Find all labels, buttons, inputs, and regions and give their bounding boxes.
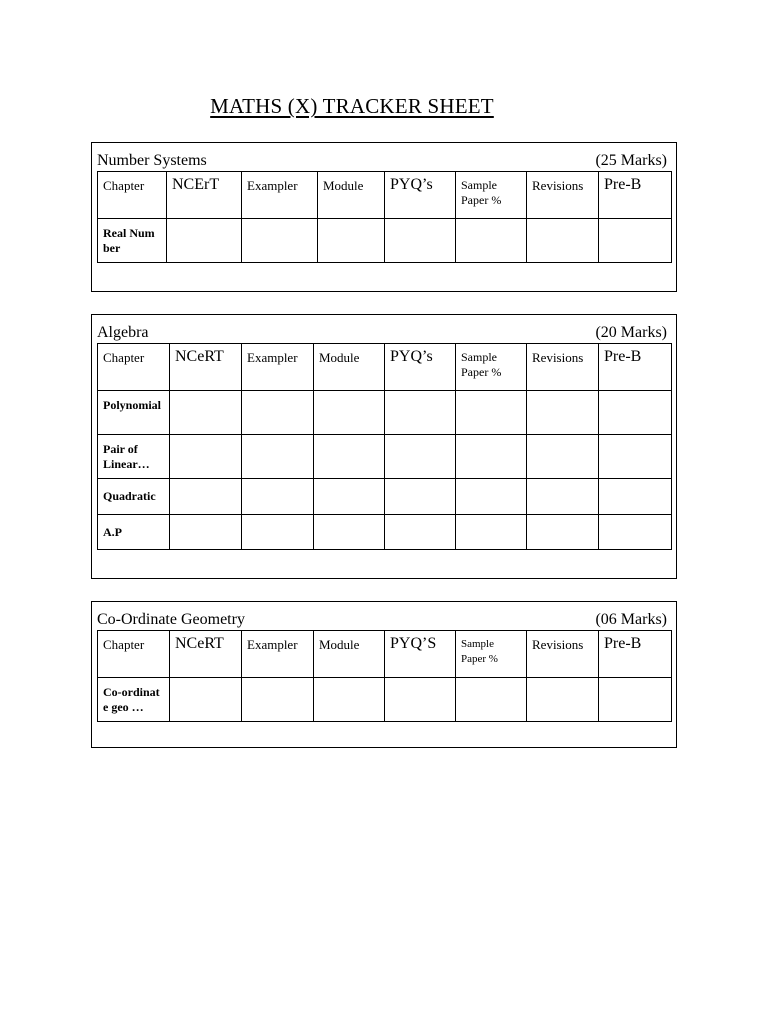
page-title	[0, 94, 768, 119]
cell-exampler[interactable]	[242, 391, 314, 435]
cell-sample-paper[interactable]	[456, 479, 527, 515]
cell-sample-paper[interactable]	[456, 219, 527, 263]
row-label-ap: A.P	[98, 515, 170, 550]
row-label-real-number: Real Number	[98, 219, 167, 263]
col-pre-b: Pre-B	[599, 631, 672, 678]
cell-module[interactable]	[314, 391, 385, 435]
col-ncert: NCErT	[167, 172, 242, 219]
section-name: Co-Ordinate Geometry	[97, 611, 245, 628]
page-title-text: MATHS (X) TRACKER SHEET	[210, 94, 494, 118]
cell-sample-paper[interactable]	[456, 678, 527, 722]
cell-pre-b[interactable]	[599, 678, 672, 722]
section-marks: (25 Marks)	[595, 152, 667, 169]
table-row	[98, 435, 672, 479]
cell-pyqs[interactable]	[385, 391, 456, 435]
cell-pre-b[interactable]	[599, 435, 672, 479]
col-module: Module	[314, 631, 385, 678]
section-algebra	[91, 314, 677, 579]
cell-pyqs[interactable]	[385, 479, 456, 515]
cell-revisions[interactable]	[527, 479, 599, 515]
section-marks: (06 Marks)	[595, 611, 667, 628]
col-pyqs: PYQ’s	[385, 344, 456, 391]
cell-sample-paper[interactable]	[456, 515, 527, 550]
cell-exampler[interactable]	[242, 479, 314, 515]
cell-pre-b[interactable]	[599, 391, 672, 435]
cell-pyqs[interactable]	[385, 678, 456, 722]
table-row	[98, 391, 672, 435]
table-row	[98, 678, 672, 722]
cell-module[interactable]	[314, 515, 385, 550]
cell-exampler[interactable]	[242, 678, 314, 722]
header-row	[98, 344, 672, 391]
cell-ncert[interactable]	[167, 219, 242, 263]
table-row	[98, 219, 672, 263]
section-number-systems	[91, 142, 677, 292]
cell-ncert[interactable]	[170, 515, 242, 550]
col-chapter: Chapter	[98, 344, 170, 391]
col-module: Module	[318, 172, 385, 219]
col-revisions: Revisions	[527, 172, 599, 219]
cell-ncert[interactable]	[170, 435, 242, 479]
table-row	[98, 479, 672, 515]
col-ncert: NCeRT	[170, 344, 242, 391]
cell-pre-b[interactable]	[599, 479, 672, 515]
col-exampler: Exampler	[242, 172, 318, 219]
cell-module[interactable]	[318, 219, 385, 263]
cell-exampler[interactable]	[242, 219, 318, 263]
row-label-quadratic: Quadratic	[98, 479, 170, 515]
cell-revisions[interactable]	[527, 678, 599, 722]
cell-exampler[interactable]	[242, 515, 314, 550]
col-chapter: Chapter	[98, 172, 167, 219]
section-coordinate-geometry	[91, 601, 677, 748]
col-exampler: Exampler	[242, 344, 314, 391]
col-pre-b: Pre-B	[599, 172, 672, 219]
section-name: Algebra	[97, 324, 149, 341]
section-marks: (20 Marks)	[595, 324, 667, 341]
col-pyqs: PYQ’S	[385, 631, 456, 678]
col-revisions: Revisions	[527, 344, 599, 391]
col-module: Module	[314, 344, 385, 391]
section-header	[97, 323, 667, 343]
tracker-table	[97, 630, 672, 722]
cell-pyqs[interactable]	[385, 515, 456, 550]
cell-pyqs[interactable]	[385, 219, 456, 263]
cell-pyqs[interactable]	[385, 435, 456, 479]
row-label-polynomial: Polynomial	[98, 391, 170, 435]
tracker-table	[97, 171, 672, 263]
col-chapter: Chapter	[98, 631, 170, 678]
cell-ncert[interactable]	[170, 391, 242, 435]
cell-ncert[interactable]	[170, 479, 242, 515]
header-row	[98, 631, 672, 678]
cell-ncert[interactable]	[170, 678, 242, 722]
col-sample-paper: Sample Paper %	[456, 172, 527, 219]
row-label-pair-of-linear: Pair of Linear…	[98, 435, 170, 479]
cell-pre-b[interactable]	[599, 219, 672, 263]
cell-sample-paper[interactable]	[456, 391, 527, 435]
cell-revisions[interactable]	[527, 515, 599, 550]
cell-revisions[interactable]	[527, 219, 599, 263]
col-sample-paper: Sample Paper %	[456, 631, 527, 678]
col-sample-paper: Sample Paper %	[456, 344, 527, 391]
col-revisions: Revisions	[527, 631, 599, 678]
cell-module[interactable]	[314, 479, 385, 515]
cell-module[interactable]	[314, 678, 385, 722]
cell-pre-b[interactable]	[599, 515, 672, 550]
col-exampler: Exampler	[242, 631, 314, 678]
cell-revisions[interactable]	[527, 435, 599, 479]
table-row	[98, 515, 672, 550]
header-row	[98, 172, 672, 219]
cell-sample-paper[interactable]	[456, 435, 527, 479]
tracker-table	[97, 343, 672, 550]
row-label-coordinate-geo: Co-ordinate geo …	[98, 678, 170, 722]
col-pyqs: PYQ’s	[385, 172, 456, 219]
col-ncert: NCeRT	[170, 631, 242, 678]
section-name: Number Systems	[97, 152, 207, 169]
section-header	[97, 151, 667, 171]
cell-revisions[interactable]	[527, 391, 599, 435]
cell-module[interactable]	[314, 435, 385, 479]
section-header	[97, 610, 667, 630]
cell-exampler[interactable]	[242, 435, 314, 479]
col-pre-b: Pre-B	[599, 344, 672, 391]
